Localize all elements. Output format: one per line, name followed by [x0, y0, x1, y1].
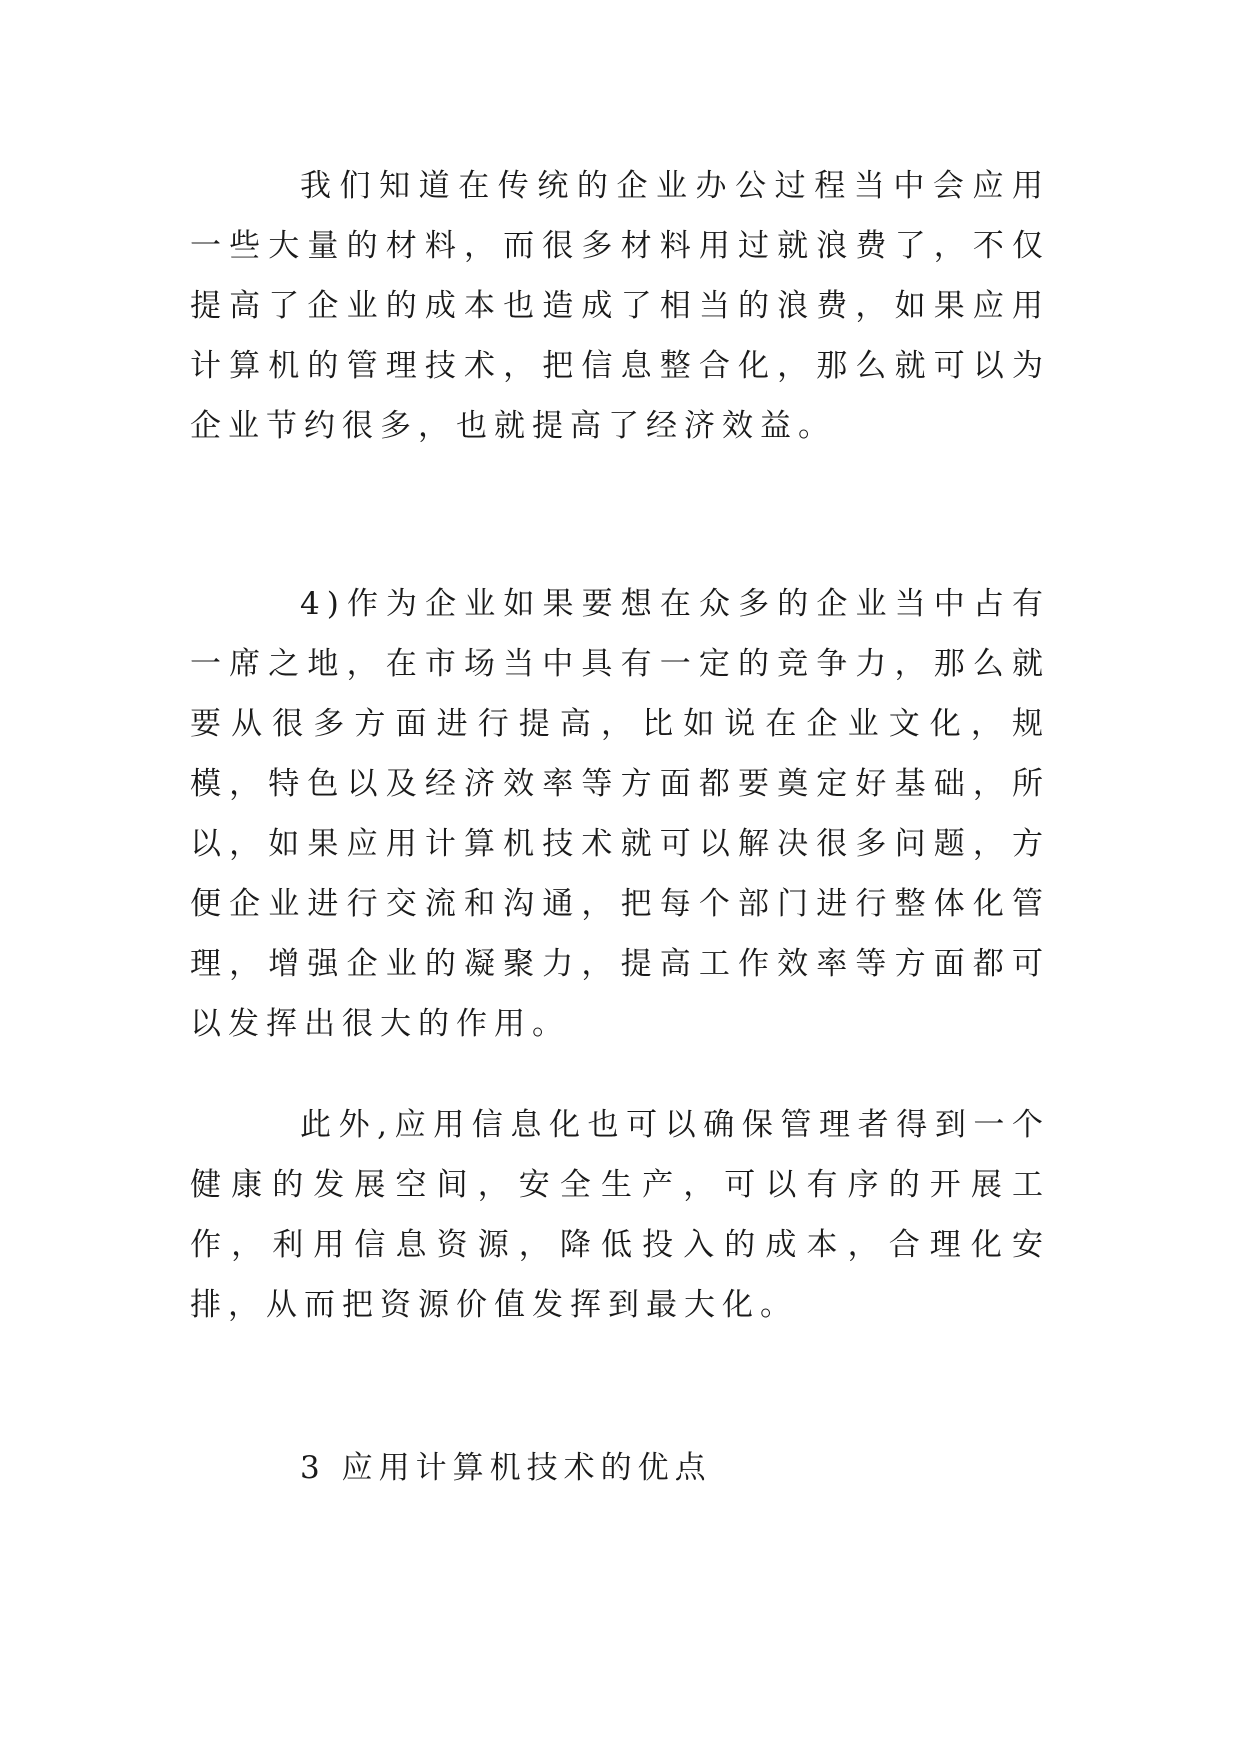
paragraph-competitiveness: 4)作为企业如果要想在众多的企业当中占有一席之地，在市场当中具有一定的竞争力，那么就要从很多方面进行提高，比如说在企业文化，规模，特色以及经济效率等方面都要奠定好基础，所以，如果应用计算机技术就可以解决很多问题，方便企业进行交流和沟通，把每个部门进行整体化管理，增强企业的凝聚力，提高工作效率等方面都可以发挥出很大的作用。 — [190, 586, 1050, 1042]
section-heading: 3 应用计算机技术的优点 — [300, 1450, 712, 1486]
paragraph-cost-saving: 我们知道在传统的企业办公过程当中会应用一些大量的材料，而很多材料用过就浪费了，不仅提高了企业的成本也造成了相当的浪费，如果应用计算机的管理技术，把信息整合化，那么就可以为企业节约很多，也就提高了经济效益。 — [190, 168, 1050, 444]
paragraph-informatization: 此外,应用信息化也可以确保管理者得到一个健康的发展空间，安全生产，可以有序的开展工作，利用信息资源，降低投入的成本，合理化安排，从而把资源价值发挥到最大化。 — [190, 1107, 1050, 1323]
